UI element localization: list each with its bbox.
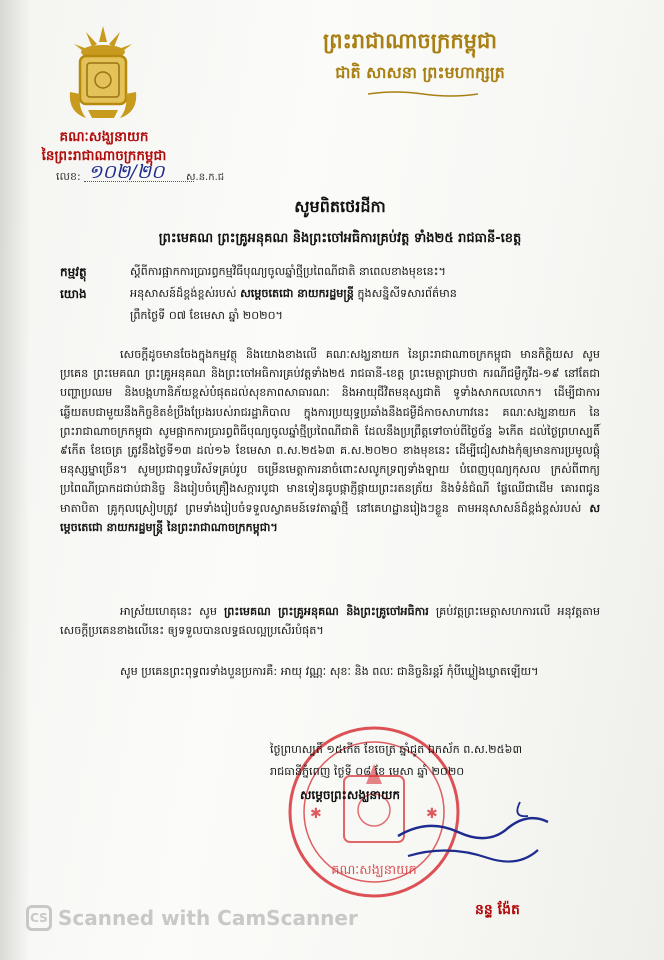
supreme-patriarch-emblem-icon bbox=[66, 22, 140, 122]
signer-name: នន្ទ ង៉ែត bbox=[475, 902, 520, 918]
ref-suffix: ស.ន.ក.ជ bbox=[186, 172, 225, 183]
body-paragraph-2-bold: ព្រះមេគណ ព្រះគ្រូអនុគណ និងព្រះគ្រូចៅអធិការ bbox=[223, 605, 429, 618]
recipients-line: ព្រះមេគណ ព្រះគ្រូអនុគណ និងព្រះចៅអធិការគ្រប់វត្ត ទាំង២៥ រាជធានី-ខេត្ត bbox=[158, 231, 522, 246]
svg-text:✱: ✱ bbox=[426, 806, 438, 822]
body-paragraph-2 bbox=[60, 602, 600, 640]
body-paragraph-1-text: សេចក្តីដូចមានចែងក្នុងកម្មវត្ថុ និងយោងខាងលើ គណៈសង្ឃនាយក នៃព្រះរាជាណាចក្រកម្ពុជា មានកិត្តិយស សូមប្រគេន ព្រះមេគណ ព្រះគ្រូអនុគណ និងព្រះចៅអធិការគ្រប់វត្តទាំង២៥ រាជធានី-ខេត្ត ព្រះមេត្តាជ្រាបថា ករណីជម្ងឺកូវីដ-១៩ នៅតែជាបញ្ហាប្រឈម និងបង្កហានិភ័យខ្ពស់បំផុតដល់សុខភាពសាធារណៈ និងអាយុជីវិតមនុស្សជាតិ ទូទាំងសាកលលោក។ ដើម្បីជាការឆ្លើយតបជាមួយនឹងកិច្ចខិតខំប្រឹងប្រែងរបស់រាជរដ្ឋាភិបាល ក្នុងការប្រយុទ្ធប្រឆាំងនឹងជម្ងឺដ៏កាចសាហាវនេះ គណៈសង្ឃនាយក នៃព្រះរាជាណាចក្រកម្ពុជា សូមផ្អាកការប្រារព្ធពិធីបុណ្យចូលឆ្នាំថ្មីប្រពៃណីជាតិ ដែលនឹងប្រព្រឹត្តទៅចាប់ពីថ្ងៃច័ន្ទ ៦កើត ដល់ថ្ងៃព្រហស្បតិ៍ ៩កើត ខែចេត្រ ត្រូវនឹងថ្ងៃទី១៣ ដល់១៦ ខែមេសា ព.ស.២៥៦៣ គ.ស.២០២០ ខាងមុខនេះ ដើម្បីជៀសវាងកុំឲ្យមានការប្រមូលផ្តុំមនុស្សម្នាច្រើន។ សូមប្រជាពុទ្ធបរិស័ទគ្រប់រូប ចម្រើនមេត្តាការនាចំពោះសលូកទ្រព្យទាំងឡាយ បំពេញបុណ្យកុសល ក្រស់ពីពាក្យប្រពៃណីប្រាកដជាប់ជានិច្ច និងរៀបចំគ្រឿងសក្ការបូជា មានទៀនធូបផ្កាភ្ញីផ្កាយព្រះរតនត្រ័យ និងទំនំជំណី ផ្លែឈើជាដើម គោរពជូនមាតាបិតា គ្រូកុលស្រៀបត្រូវ ព្រមទាំងរៀបចំទទួលស្វាគមន៍ទេវតាឆ្នាំថ្មី នៅគេហដ្ឋានរៀងៗខ្លួន តាមអនុសាសន៍ដ៏ខ្ពង់ខ្ពស់របស់ bbox=[60, 348, 600, 515]
kingdom-title: ព្រះរាជាណាចក្រកម្ពុជា bbox=[322, 29, 497, 53]
watermark-text: Scanned with CamScanner bbox=[58, 906, 358, 930]
body-paragraph-2-pre: អាស្រ័យហេតុនេះ សូម bbox=[120, 605, 217, 618]
closing-date-lunar: ថ្ងៃព្រហស្បតិ៍ ១៥កើត ខែចេត្រ ឆ្នាំជូត ឯកស័ក ព.ស.២៥៦៣ bbox=[270, 743, 523, 756]
ref-number-handwritten: ១០២/២០ bbox=[88, 161, 165, 183]
svg-text:គណៈសង្ឃនាយក: គណៈសង្ឃនាយក bbox=[331, 863, 417, 878]
reference-post: ក្នុងសន្និសីទសារព័ត៌មាន bbox=[357, 287, 457, 300]
body-paragraph-1 bbox=[60, 345, 600, 537]
reference-line1 bbox=[130, 287, 457, 303]
national-motto: ជាតិ សាសនា ព្រះមហាក្សត្រ bbox=[335, 63, 505, 82]
handwritten-signature bbox=[388, 798, 558, 878]
ref-dotted-line bbox=[84, 181, 194, 182]
reference-bold: សម្តេចតេជោ នាយករដ្ឋមន្ត្រី bbox=[240, 287, 354, 300]
svg-text:✱: ✱ bbox=[310, 806, 322, 822]
body-paragraph-3 bbox=[60, 662, 600, 681]
camscanner-watermark bbox=[26, 905, 358, 931]
signer-title: សម្តេចព្រះសង្ឃនាយក bbox=[300, 788, 401, 802]
ref-label: លេខ: bbox=[56, 170, 81, 183]
body-paragraph-1-bold: សម្តេចតេជោ នាយករដ្ឋមន្ត្រី នៃព្រះរាជាណាចក្រកម្ពុជា។ bbox=[60, 501, 600, 534]
reference-pre: អនុសាសន៍ដ៏ខ្ពង់ខ្ពស់របស់ bbox=[130, 287, 237, 300]
camscanner-logo-icon: CS bbox=[26, 905, 52, 931]
subject-label: កម្មវត្ថុ bbox=[60, 265, 87, 279]
ornament-divider-icon bbox=[368, 90, 478, 98]
org-name-line1: គណៈសង្ឃនាយក bbox=[59, 129, 149, 145]
reference-label: យោង bbox=[60, 287, 87, 301]
body-paragraph-2-post: គ្រប់វត្តព្រះមេត្តាសហការលើ អនុវត្តតាមសេចក្តីប្រគេនខាងលើនេះ ឲ្យទទួលបានលទ្ធផលល្អប្រសើរបំផុត។ bbox=[60, 605, 601, 638]
org-name-line2: នៃព្រះរាជាណាចក្រកម្ពុជា bbox=[41, 148, 167, 164]
document-title: សូមពិតថេរដីកា bbox=[294, 197, 386, 216]
reference-line2: ព្រឹកថ្ងៃទី ០៧ ខែមេសា ឆ្នាំ ២០២០។ bbox=[130, 309, 283, 322]
closing-date-place: រាជធានីភ្នំពេញ ថ្ងៃទី ០៨ ខែ មេសា ឆ្នាំ ២០២០ bbox=[270, 765, 465, 778]
body-paragraph-3-text: សូម ប្រគេនព្រះពុទ្ធពរទាំងបួនប្រការគឺ: អាយុ វណ្ណៈ សុខៈ និង ពលៈ ជានិច្ចនិរន្តរ៍ កុំបីឃ្លៀងឃ្លាតឡើយ។ bbox=[120, 665, 539, 678]
subject-text: ស្តីពីការផ្អាកការប្រារព្ធកម្មវិធីបុណ្យចូលឆ្នាំថ្មីប្រពៃណីជាតិ នាពេលខាងមុខនេះ។ bbox=[130, 265, 446, 278]
